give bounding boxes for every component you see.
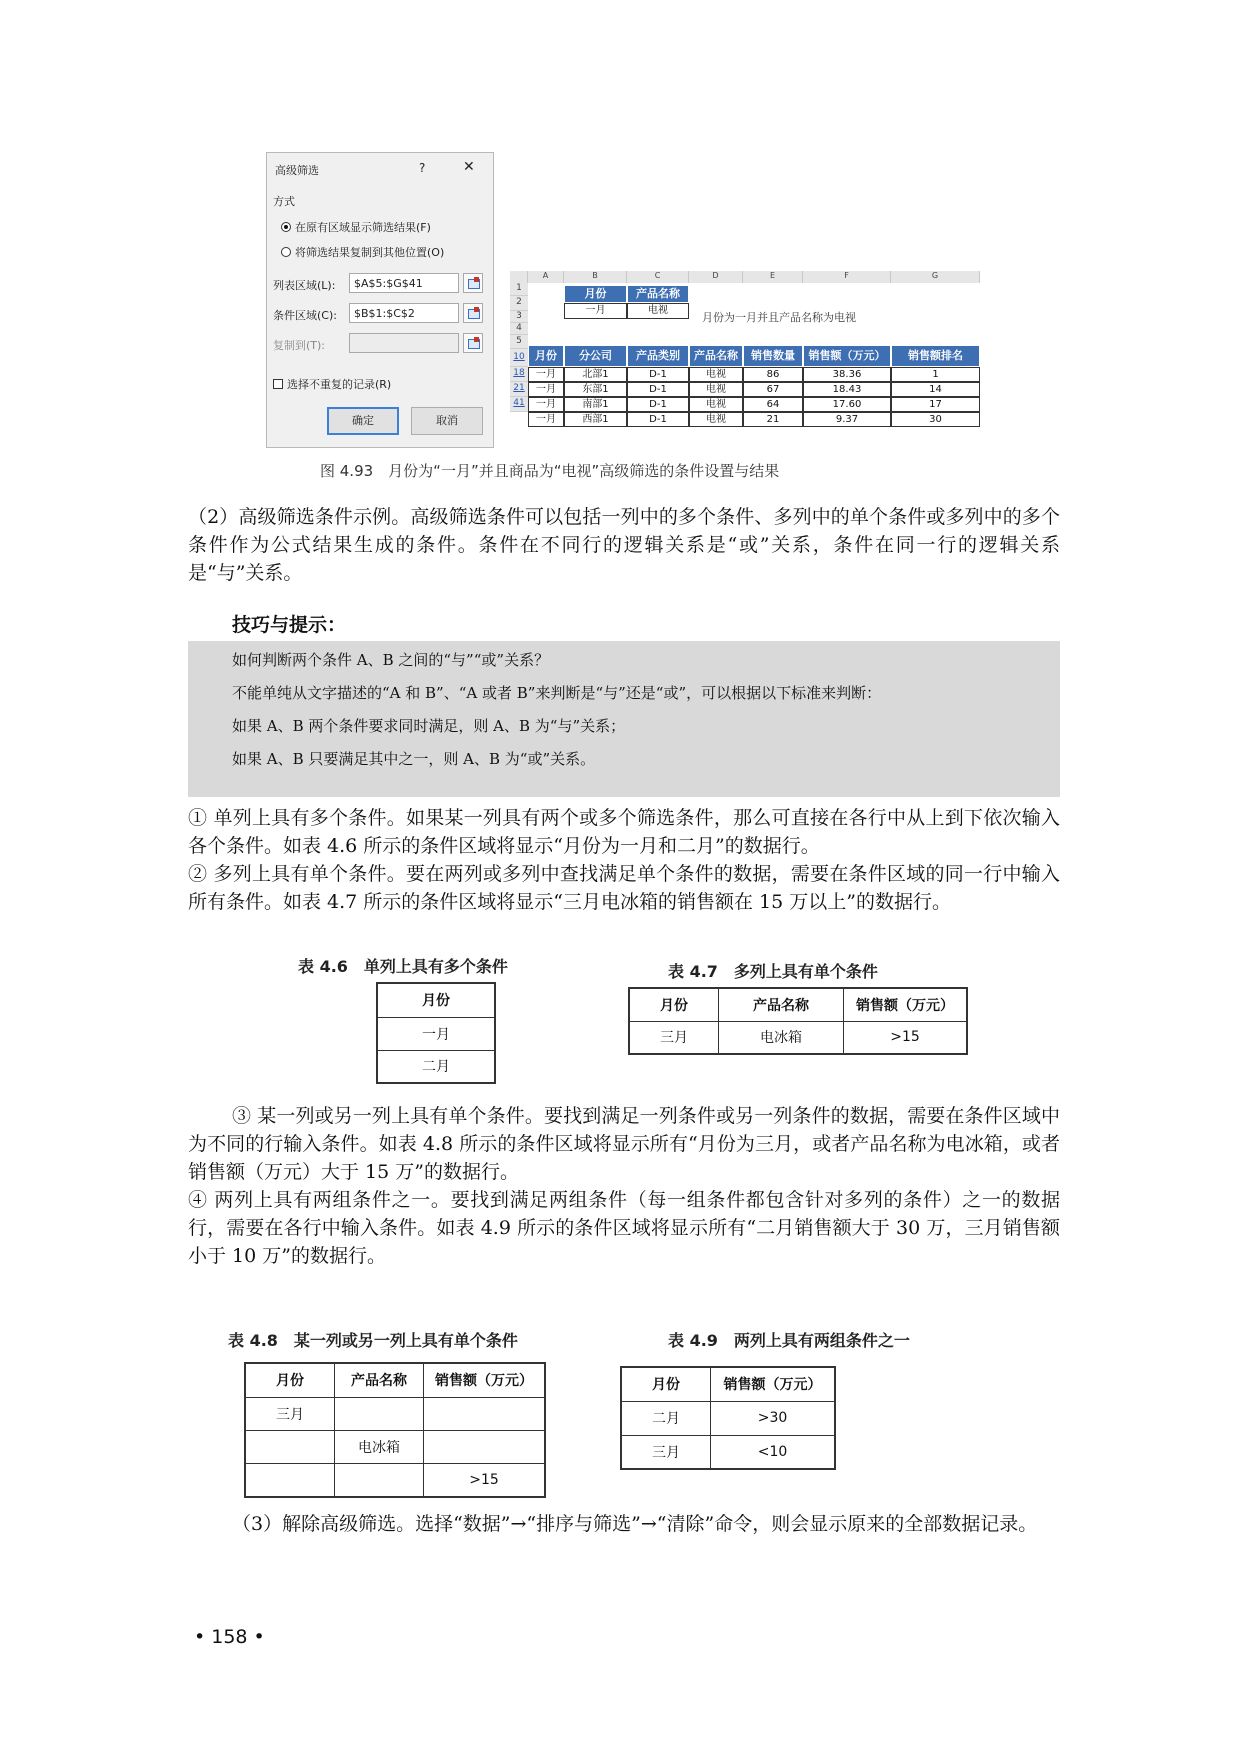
data-cell: D-1 <box>627 397 689 412</box>
list-range-label: 列表区域(L): <box>273 279 336 292</box>
data-header: 销售数量 <box>743 345 803 367</box>
data-cell: 电视 <box>689 397 743 412</box>
radio-selected-icon[interactable] <box>281 222 291 232</box>
data-cell: 电视 <box>689 367 743 382</box>
column-header: C <box>627 271 689 283</box>
checkbox-icon[interactable] <box>273 379 283 389</box>
table-4-9-caption: 表 4.9 两列上具有两组条件之一 <box>668 1331 910 1350</box>
paragraph-either-column: ③ 某一列或另一列上具有单个条件。要找到满足一列条件或另一列条件的数据，需要在条件区域中为不同的行输入条件。如表 4.8 所示的条件区域将显示所有“月份为三月，或者产品名称为电冰箱，或者销售额（万元）大于 15 万”的数据行。 <box>188 1105 1060 1183</box>
row-header: 2 <box>510 296 528 311</box>
data-cell: 一月 <box>528 397 564 412</box>
cancel-button[interactable]: 取消 <box>411 407 483 435</box>
table-header: 产品名称 <box>719 988 844 1021</box>
radio-show-in-place-label: 在原有区域显示筛选结果(F) <box>295 221 431 234</box>
row-header: 3 <box>510 311 528 323</box>
criteria-range-label: 条件区域(C): <box>273 309 337 322</box>
table-cell <box>424 1430 546 1463</box>
help-icon[interactable]: ? <box>419 161 426 175</box>
table-cell: 电冰箱 <box>719 1021 844 1054</box>
table-header: 月份 <box>245 1363 335 1397</box>
data-header: 产品类别 <box>627 345 689 367</box>
data-cell: 北部1 <box>564 367 627 382</box>
radio-copy-elsewhere-label: 将筛选结果复制到其他位置(O) <box>295 246 445 259</box>
table-header: 产品名称 <box>335 1363 424 1397</box>
data-cell: 一月 <box>528 367 564 382</box>
table-cell: 一月 <box>377 1017 495 1050</box>
table-4-8 <box>244 1362 546 1498</box>
list-range-input[interactable]: $A$5:$G$41 <box>349 273 459 293</box>
table-cell: 二月 <box>621 1401 711 1435</box>
copy-to-label: 复制到(T): <box>273 339 326 352</box>
table-4-6-caption: 表 4.6 单列上具有多个条件 <box>298 957 508 976</box>
table-cell: 电冰箱 <box>335 1430 424 1463</box>
close-icon[interactable]: ✕ <box>463 159 475 175</box>
column-header: G <box>891 271 980 283</box>
data-cell: 一月 <box>528 382 564 397</box>
data-cell: 38.36 <box>803 367 891 382</box>
data-cell: 电视 <box>689 382 743 397</box>
ok-button[interactable]: 确定 <box>327 407 399 435</box>
criteria-note: 月份为一月并且产品名称为电视 <box>702 311 856 324</box>
data-cell: 西部1 <box>564 412 627 427</box>
column-header: F <box>803 271 891 283</box>
table-header: 月份 <box>629 988 719 1021</box>
row-header: 4 <box>510 323 528 335</box>
table-cell: >15 <box>844 1021 968 1054</box>
table-4-6 <box>376 982 496 1084</box>
criteria-header: 月份 <box>564 285 627 303</box>
table-4-8-caption: 表 4.8 某一列或另一列上具有单个条件 <box>228 1331 518 1350</box>
tip-line: 不能单纯从文字描述的“A 和 B”、“A 或者 B”来判断是“与”还是“或”，可以根据以下标准来判断： <box>232 684 882 702</box>
criteria-header: 产品名称 <box>627 285 689 303</box>
row-header: 1 <box>510 283 528 296</box>
tips-box <box>188 641 1060 797</box>
table-cell <box>424 1397 546 1430</box>
data-header: 分公司 <box>564 345 627 367</box>
column-header: A <box>528 271 564 283</box>
table-cell: >15 <box>424 1463 546 1497</box>
data-header: 销售额（万元） <box>803 345 891 367</box>
row-header: 18 <box>510 367 528 382</box>
data-cell: 14 <box>891 382 980 397</box>
unique-records-checkbox[interactable] <box>273 376 391 392</box>
sheet-corner <box>510 271 528 283</box>
paragraph-multi-column: ② 多列上具有单个条件。要在两列或多列中查找满足单个条件的数据，需要在条件区域的同一行中输入所有条件。如表 4.7 所示的条件区域将显示“三月电冰箱的销售额在 15 万以上”的数据行。 <box>188 863 1060 913</box>
data-cell: 30 <box>891 412 980 427</box>
table-cell <box>245 1430 335 1463</box>
column-header: B <box>564 271 627 283</box>
criteria-range-picker-button[interactable] <box>463 303 483 323</box>
table-cell: 三月 <box>245 1397 335 1430</box>
row-header: 5 <box>510 335 528 349</box>
unique-records-label: 选择不重复的记录(R) <box>287 378 392 391</box>
page-number: • 158 • <box>194 1626 265 1648</box>
copy-to-input[interactable] <box>349 333 459 353</box>
data-cell: 东部1 <box>564 382 627 397</box>
criteria-range-input[interactable]: $B$1:$C$2 <box>349 303 459 323</box>
data-cell: D-1 <box>627 412 689 427</box>
tip-line: 如果 A、B 只要满足其中之一，则 A、B 为“或”关系。 <box>232 750 596 768</box>
figure-caption: 图 4.93 月份为“一月”并且商品为“电视”高级筛选的条件设置与结果 <box>320 462 780 480</box>
row-header: 41 <box>510 397 528 412</box>
table-cell: 三月 <box>629 1021 719 1054</box>
table-header: 销售额（万元） <box>711 1367 836 1401</box>
paragraph-filter-conditions: （2）高级筛选条件示例。高级筛选条件可以包括一列中的多个条件、多列中的单个条件或多列中的多个条件作为公式结果生成的条件。条件在不同行的逻辑关系是“或”关系，条件在同一行的逻辑关系是“与”关系。 <box>188 506 1060 584</box>
criteria-cell: 电视 <box>627 303 689 319</box>
criteria-cell: 一月 <box>564 303 627 319</box>
tip-line: 如何判断两个条件 A、B 之间的“与”“或”关系？ <box>232 651 550 669</box>
data-cell: 64 <box>743 397 803 412</box>
data-cell: D-1 <box>627 367 689 382</box>
table-header: 月份 <box>621 1367 711 1401</box>
column-header: D <box>689 271 743 283</box>
table-header: 销售额（万元） <box>424 1363 546 1397</box>
tips-title: 技巧与提示： <box>232 614 347 636</box>
spreadsheet-result <box>510 271 980 446</box>
data-cell: 9.37 <box>803 412 891 427</box>
radio-copy-elsewhere[interactable] <box>281 244 444 260</box>
table-cell: <10 <box>711 1435 836 1469</box>
column-header: E <box>743 271 803 283</box>
table-cell: 二月 <box>377 1050 495 1083</box>
table-cell <box>335 1463 424 1497</box>
paragraph-two-groups: ④ 两列上具有两组条件之一。要找到满足两组条件（每一组条件都包含针对多列的条件）之一的数据行，需要在各行中输入条件。如表 4.9 所示的条件区域将显示所有“二月销售额大于 30 万，三月销售额小于 10 万”的数据行。 <box>188 1189 1060 1267</box>
table-4-7-caption: 表 4.7 多列上具有单个条件 <box>668 962 878 981</box>
table-cell: 三月 <box>621 1435 711 1469</box>
list-range-picker-button[interactable] <box>463 273 483 293</box>
method-section-label: 方式 <box>273 195 295 208</box>
data-header: 月份 <box>528 345 564 367</box>
data-cell: 18.43 <box>803 382 891 397</box>
copy-to-picker-button[interactable] <box>463 333 483 353</box>
data-header: 销售额排名 <box>891 345 980 367</box>
table-cell <box>335 1397 424 1430</box>
data-cell: 电视 <box>689 412 743 427</box>
table-cell: >30 <box>711 1401 836 1435</box>
data-cell: 一月 <box>528 412 564 427</box>
table-4-7 <box>628 987 968 1055</box>
data-cell: 67 <box>743 382 803 397</box>
advanced-filter-dialog <box>266 152 494 448</box>
table-header: 月份 <box>377 983 495 1017</box>
paragraph-single-column: ① 单列上具有多个条件。如果某一列具有两个或多个筛选条件，那么可直接在各行中从上到下依次输入各个条件。如表 4.6 所示的条件区域将显示“月份为一月和二月”的数据行。 <box>188 807 1060 857</box>
data-header: 产品名称 <box>689 345 743 367</box>
dialog-title: 高级筛选 <box>275 164 319 177</box>
table-cell <box>245 1463 335 1497</box>
data-cell: 17 <box>891 397 980 412</box>
data-cell: D-1 <box>627 382 689 397</box>
data-cell: 1 <box>891 367 980 382</box>
radio-show-in-place[interactable] <box>281 219 431 235</box>
table-header: 销售额（万元） <box>844 988 968 1021</box>
row-header: 10 <box>510 349 528 367</box>
data-cell: 86 <box>743 367 803 382</box>
data-cell: 21 <box>743 412 803 427</box>
table-4-9 <box>620 1366 836 1470</box>
tip-line: 如果 A、B 两个条件要求同时满足，则 A、B 为“与”关系； <box>232 717 626 735</box>
data-cell: 南部1 <box>564 397 627 412</box>
radio-unselected-icon[interactable] <box>281 247 291 257</box>
data-cell: 17.60 <box>803 397 891 412</box>
paragraph-clear-filter: （3）解除高级筛选。选择“数据”→“排序与筛选”→“清除”命令，则会显示原来的全部数据记录。 <box>232 1513 1038 1535</box>
row-header: 21 <box>510 382 528 397</box>
